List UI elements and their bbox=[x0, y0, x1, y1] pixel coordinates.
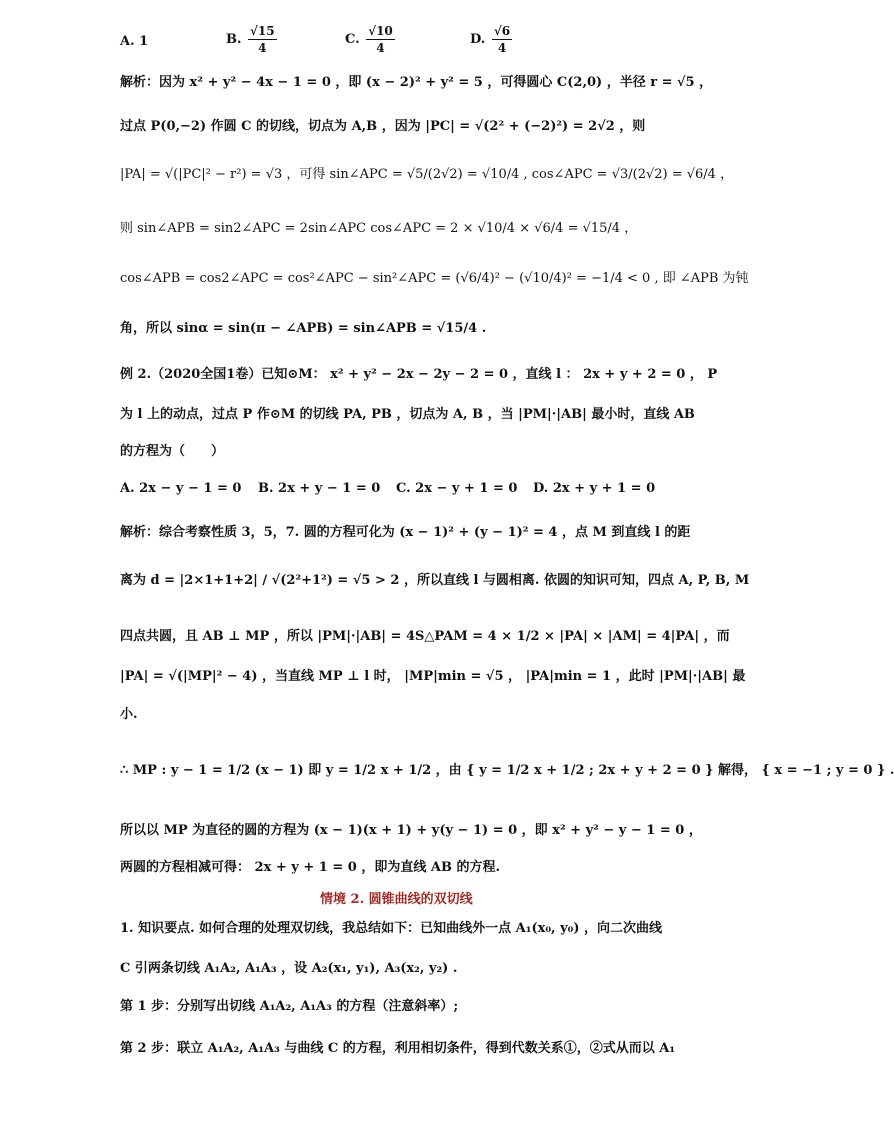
example-2-solution-4: |PA| = √(|MP|² − 4) ，当直线 MP ⊥ l 时， |MP|min = √5 ， |PA|min = 1 ，此时 |PM|·|AB| 最 bbox=[120, 669, 746, 684]
solution-line-2: 过点 P(0,−2) 作圆 C 的切线，切点为 A,B ，因为 |PC| = √(2² + (−2)²) = 2√2 ，则 bbox=[120, 119, 646, 134]
example-2-option-d: D. 2x + y + 1 = 0 bbox=[533, 481, 656, 496]
option-d-label: D. bbox=[470, 32, 486, 47]
example-2-line-2: 为 l 上的动点，过点 P 作⊙M 的切线 PA, PB ，切点为 A, B ，当 |PM|·|AB| 最小时，直线 AB bbox=[120, 407, 695, 422]
option-b-numerator: √15 bbox=[250, 24, 275, 38]
option-b-label: B. bbox=[226, 32, 242, 47]
section-title: 情境 2. 圆锥曲线的双切线 bbox=[320, 892, 473, 907]
option-c bbox=[345, 24, 397, 55]
option-d bbox=[470, 24, 514, 55]
solution-line-6: 角，所以 sinα = sin(π − ∠APB) = sin∠APB = √15/4 . bbox=[120, 321, 487, 336]
example-2-solution-8: 两圆的方程相减可得： 2x + y + 1 = 0 ，即为直线 AB 的方程. bbox=[120, 860, 500, 875]
option-c-fraction bbox=[366, 24, 395, 55]
option-d-numerator: √6 bbox=[493, 24, 511, 38]
knowledge-line-2: C 引两条切线 A₁A₂, A₁A₃ ，设 A₂(x₁, y₁), A₃(x₂, y₂) . bbox=[120, 961, 458, 976]
solution-line-4: 则 sin∠APB = sin2∠APC = 2sin∠APC cos∠APC = 2 × √10/4 × √6/4 = √15/4 ， bbox=[120, 221, 638, 236]
solution-line-5: cos∠APB = cos2∠APC = cos²∠APC − sin²∠APC = (√6/4)² − (√10/4)² = −1/4 < 0 , 即 ∠APB 为钝 bbox=[120, 271, 749, 286]
option-b-fraction bbox=[248, 24, 277, 55]
example-2-option-a: A. 2x − y − 1 = 0 bbox=[120, 481, 242, 496]
example-2-solution-2: 离为 d = |2×1+1+2| / √(2²+1²) = √5 > 2 ，所以直线 l 与圆相离. 依圆的知识可知，四点 A, P, B, M bbox=[120, 573, 750, 588]
example-2-option-c: C. 2x − y + 1 = 0 bbox=[396, 481, 518, 496]
option-d-fraction bbox=[492, 24, 512, 55]
option-c-numerator: √10 bbox=[368, 24, 393, 38]
example-2-line-1: 例 2.（2020全国1卷）已知⊙M： x² + y² − 2x − 2y − 2 = 0 ，直线 l ： 2x + y + 2 = 0 ， P bbox=[120, 367, 718, 382]
option-b-denominator: 4 bbox=[258, 41, 267, 55]
example-2-solution-7: 所以以 MP 为直径的圆的方程为 (x − 1)(x + 1) + y(y − 1) = 0 ，即 x² + y² − y − 1 = 0 ， bbox=[120, 823, 702, 838]
step-1-line: 第 1 步：分别写出切线 A₁A₂, A₁A₃ 的方程（注意斜率）; bbox=[120, 999, 459, 1014]
example-2-solution-6: ∴ MP : y − 1 = 1/2 (x − 1) 即 y = 1/2 x + 1/2 ，由 { y = 1/2 x + 1/2 ; 2x + y + 2 = 0 } 解得， { x = −1 ; y = 0 } . bbox=[120, 763, 894, 778]
example-2-line-3: 的方程为（ ） bbox=[120, 444, 225, 459]
option-c-label: C. bbox=[345, 32, 360, 47]
solution-line-1: 解析：因为 x² + y² − 4x − 1 = 0 ，即 (x − 2)² + y² = 5 ，可得圆心 C(2,0) ，半径 r = √5 ， bbox=[120, 75, 713, 90]
option-b bbox=[226, 24, 279, 55]
step-2-line: 第 2 步：联立 A₁A₂, A₁A₃ 与曲线 C 的方程，利用相切条件，得到代数关系①，②式从而以 A₁ bbox=[120, 1041, 676, 1056]
example-2-option-b: B. 2x + y − 1 = 0 bbox=[258, 481, 381, 496]
option-a: A. 1 bbox=[120, 34, 149, 49]
example-2-solution-3: 四点共圆，且 AB ⊥ MP ，所以 |PM|·|AB| = 4S△PAM = 4 × 1/2 × |PA| × |AM| = 4|PA| ，而 bbox=[120, 629, 730, 644]
solution-line-3: |PA| = √(|PC|² − r²) = √3 ，可得 sin∠APC = √5/(2√2) = √10/4 , cos∠APC = √3/(2√2) = √6/4 ， bbox=[120, 167, 734, 182]
option-c-denominator: 4 bbox=[376, 41, 385, 55]
option-d-denominator: 4 bbox=[497, 41, 507, 55]
example-2-solution-1: 解析：综合考察性质 3，5，7. 圆的方程可化为 (x − 1)² + (y − 1)² = 4 ，点 M 到直线 l 的距 bbox=[120, 525, 691, 540]
knowledge-line-1: 1. 知识要点. 如何合理的处理双切线，我总结如下：已知曲线外一点 A₁(x₀, y₀) ，向二次曲线 bbox=[120, 921, 663, 936]
example-2-solution-5: 小. bbox=[120, 707, 138, 722]
